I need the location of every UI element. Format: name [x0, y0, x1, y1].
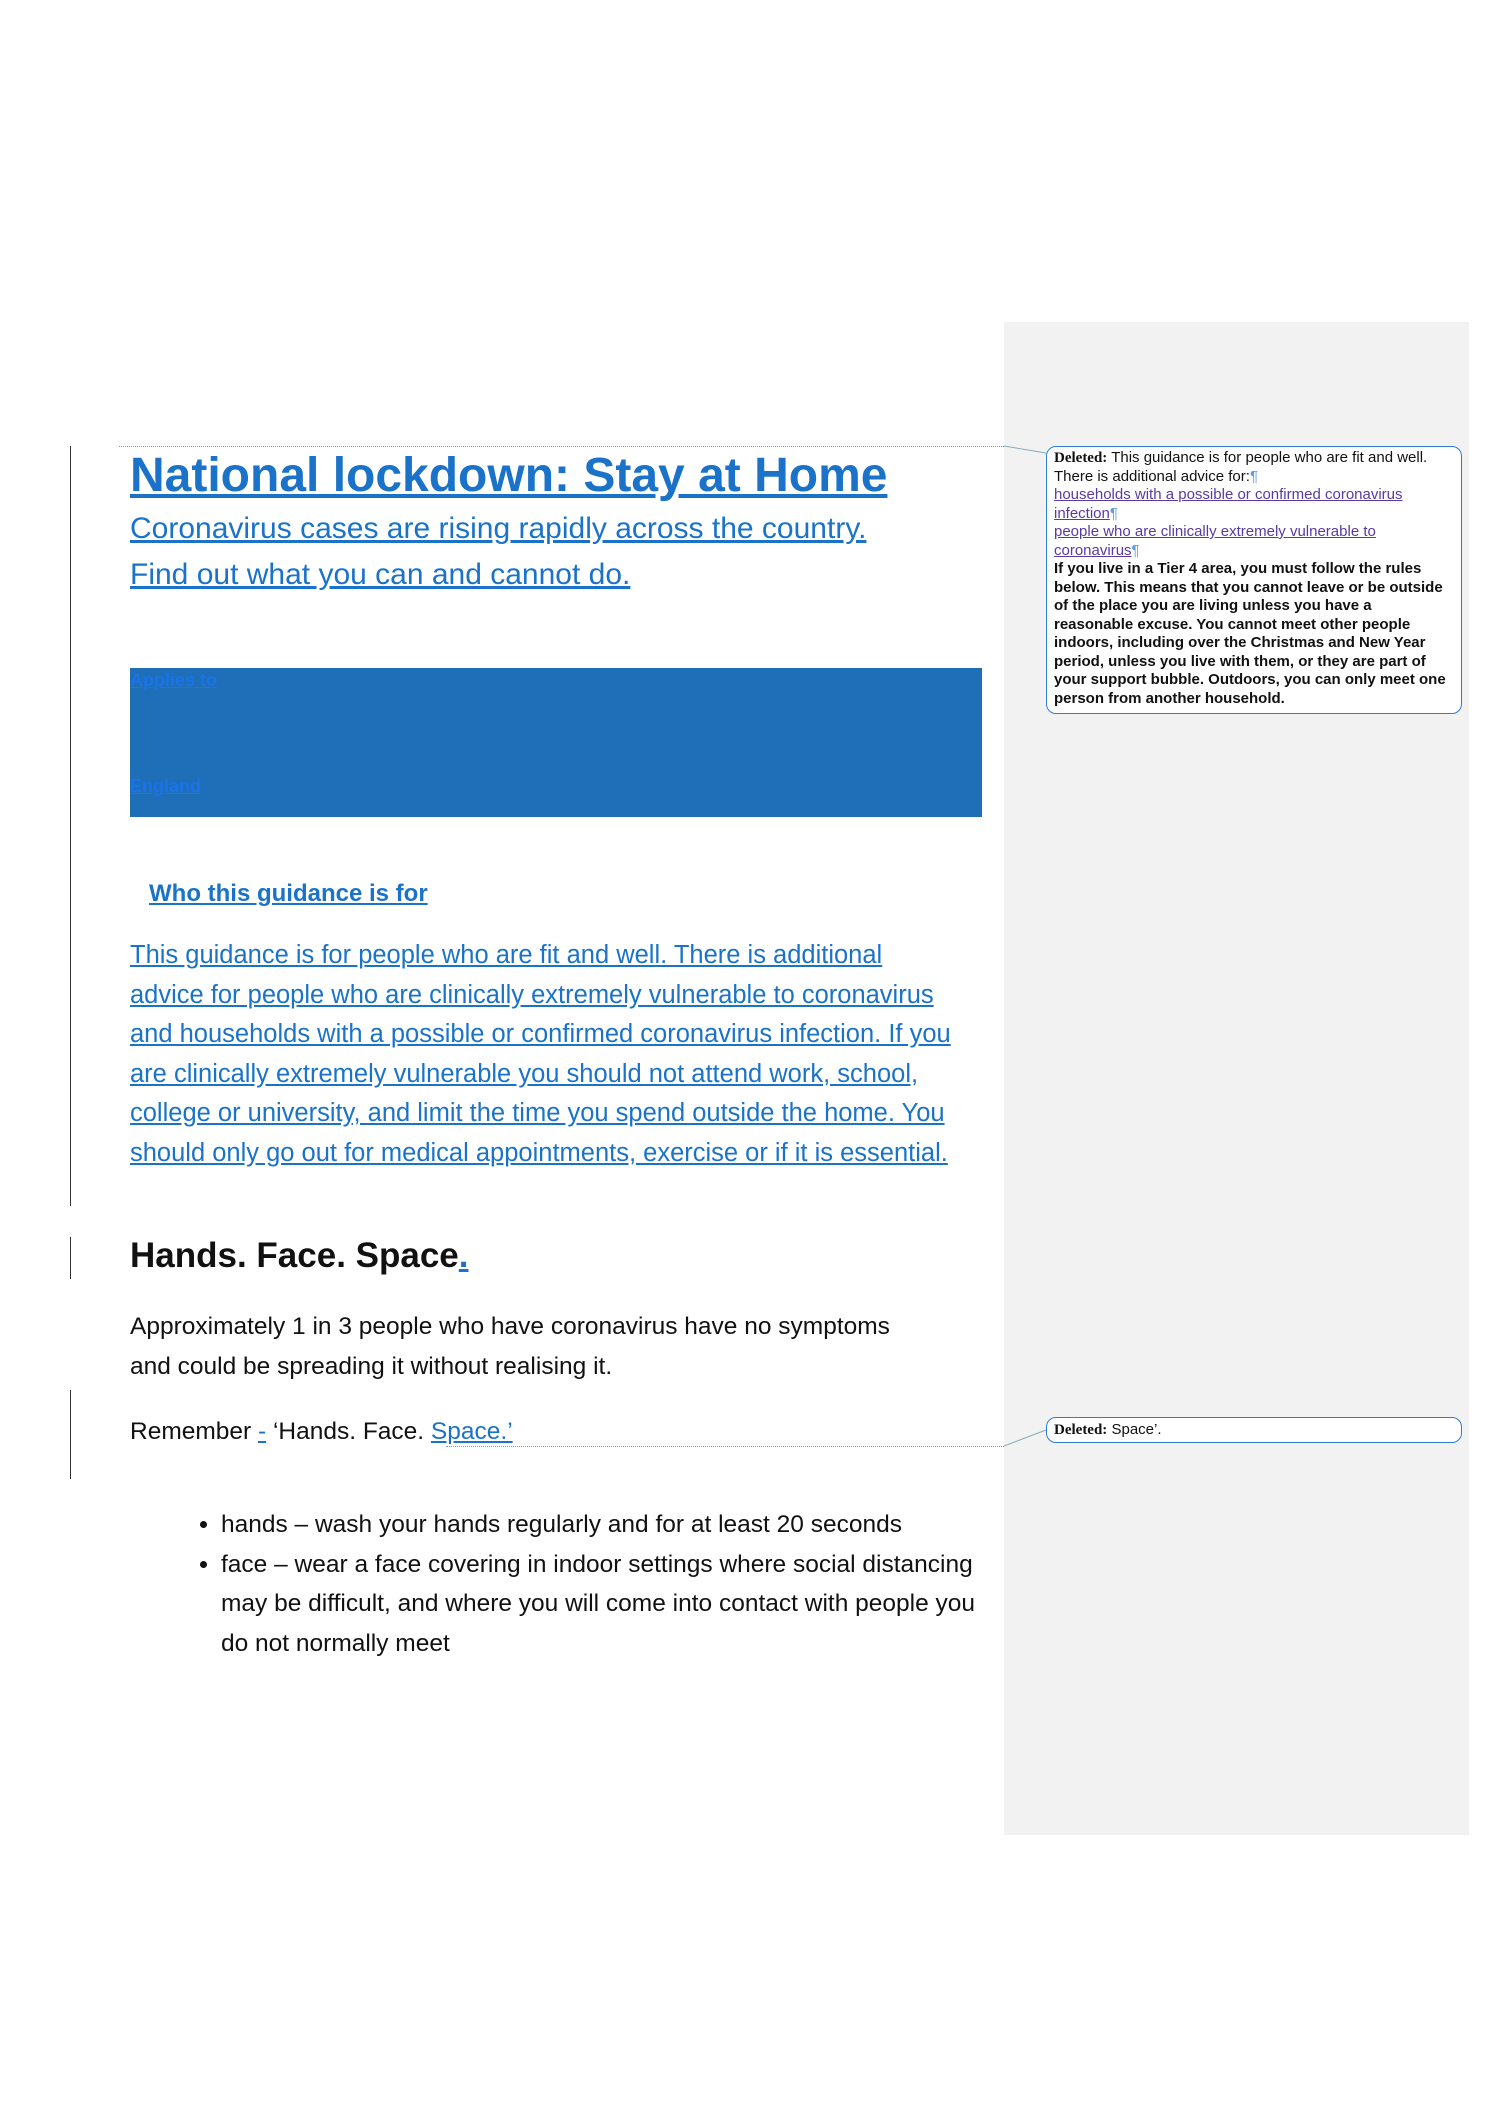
- hands-face-space-heading: [130, 1236, 469, 1276]
- text-line: Approximately 1 in 3 people who have coronavirus have no symptoms: [130, 1313, 890, 1340]
- change-bar: [70, 1390, 71, 1479]
- deleted-text: Space’.: [1107, 1421, 1162, 1438]
- list-item: • hands – wash your hands regularly and for at least 20 seconds: [221, 1505, 1001, 1545]
- pilcrow: ¶: [1109, 504, 1118, 522]
- text-line: and could be spreading it without realising it.: [130, 1352, 613, 1380]
- guidance-line[interactable]: advice for people who are clinically extremely vulnerable to coronavirus: [130, 980, 934, 1009]
- guidance-line[interactable]: This guidance is for people who are fit and well. There is additional: [130, 941, 883, 969]
- subtitle-line[interactable]: Coronavirus cases are rising rapidly across the country.: [130, 512, 867, 545]
- pilcrow: ¶: [1131, 541, 1140, 559]
- page-title[interactable]: National lockdown: Stay at Home: [130, 449, 888, 502]
- change-bar: [70, 1237, 71, 1279]
- guidance-line[interactable]: should only go out for medical appointments, exercise or if it is essential.: [130, 1138, 948, 1167]
- comment-connector-diagonal: [1004, 440, 1048, 454]
- guidance-paragraph: [130, 936, 1000, 1173]
- inserted-period: .: [458, 1236, 469, 1275]
- comment-connector-diagonal: [1004, 1428, 1048, 1448]
- inserted-dash: -: [257, 1418, 267, 1445]
- deleted-bold-text: If you live in a Tier 4 area, you must follow the rules below. This means that you cannot leave or be outside of the place you are living unless you have a reasonable excuse. You cannot meet other people indoors, including over the Christmas and New Year period, unless you live with them, or they are part of your support bubble. Outdoors, you can only meet one person from another household.: [1054, 560, 1446, 707]
- applies-to-label[interactable]: Applies to: [130, 670, 218, 690]
- change-bar: [70, 446, 71, 1206]
- deleted-label: Deleted:: [1054, 450, 1108, 466]
- guidance-line[interactable]: are clinically extremely vulnerable you should not attend work, school,: [130, 1059, 919, 1088]
- deleted-link[interactable]: people who are clinically extremely vulnerable to coronavirus: [1054, 523, 1376, 559]
- applies-to-banner: [130, 668, 982, 817]
- bullet-list: [188, 1505, 1001, 1663]
- comment-balloon[interactable]: [1046, 446, 1462, 714]
- comment-balloon[interactable]: [1046, 1417, 1462, 1443]
- deleted-text: This guidance is for people who are fit and well. There is additional advice for:: [1054, 449, 1428, 485]
- symptoms-paragraph: [130, 1307, 1000, 1386]
- guidance-line[interactable]: and households with a possible or confirmed coronavirus infection. If you: [130, 1020, 951, 1048]
- region-link[interactable]: England: [130, 776, 201, 796]
- remember-line: [130, 1412, 1000, 1452]
- inserted-space-text: Space.’: [430, 1418, 513, 1445]
- subtitle-line[interactable]: Find out what you can and cannot do.: [130, 558, 631, 591]
- quote-text: ‘Hands. Face.: [266, 1418, 431, 1445]
- section-heading[interactable]: Who this guidance is for: [149, 880, 428, 907]
- deleted-label: Deleted:: [1054, 1422, 1108, 1438]
- guidance-line[interactable]: college or university, and limit the time you spend outside the home. You: [130, 1099, 945, 1127]
- list-item: • face – wear a face covering in indoor settings where social distancing may be difficult, and where you will come into contact with people you do not normally meet: [221, 1545, 1001, 1664]
- pilcrow: ¶: [1249, 467, 1258, 485]
- comment-connector: [119, 446, 1004, 447]
- heading-text: Hands. Face. Space: [130, 1236, 459, 1275]
- remember-text: Remember: [130, 1418, 258, 1445]
- deleted-link[interactable]: households with a possible or confirmed coronavirus infection: [1054, 486, 1403, 522]
